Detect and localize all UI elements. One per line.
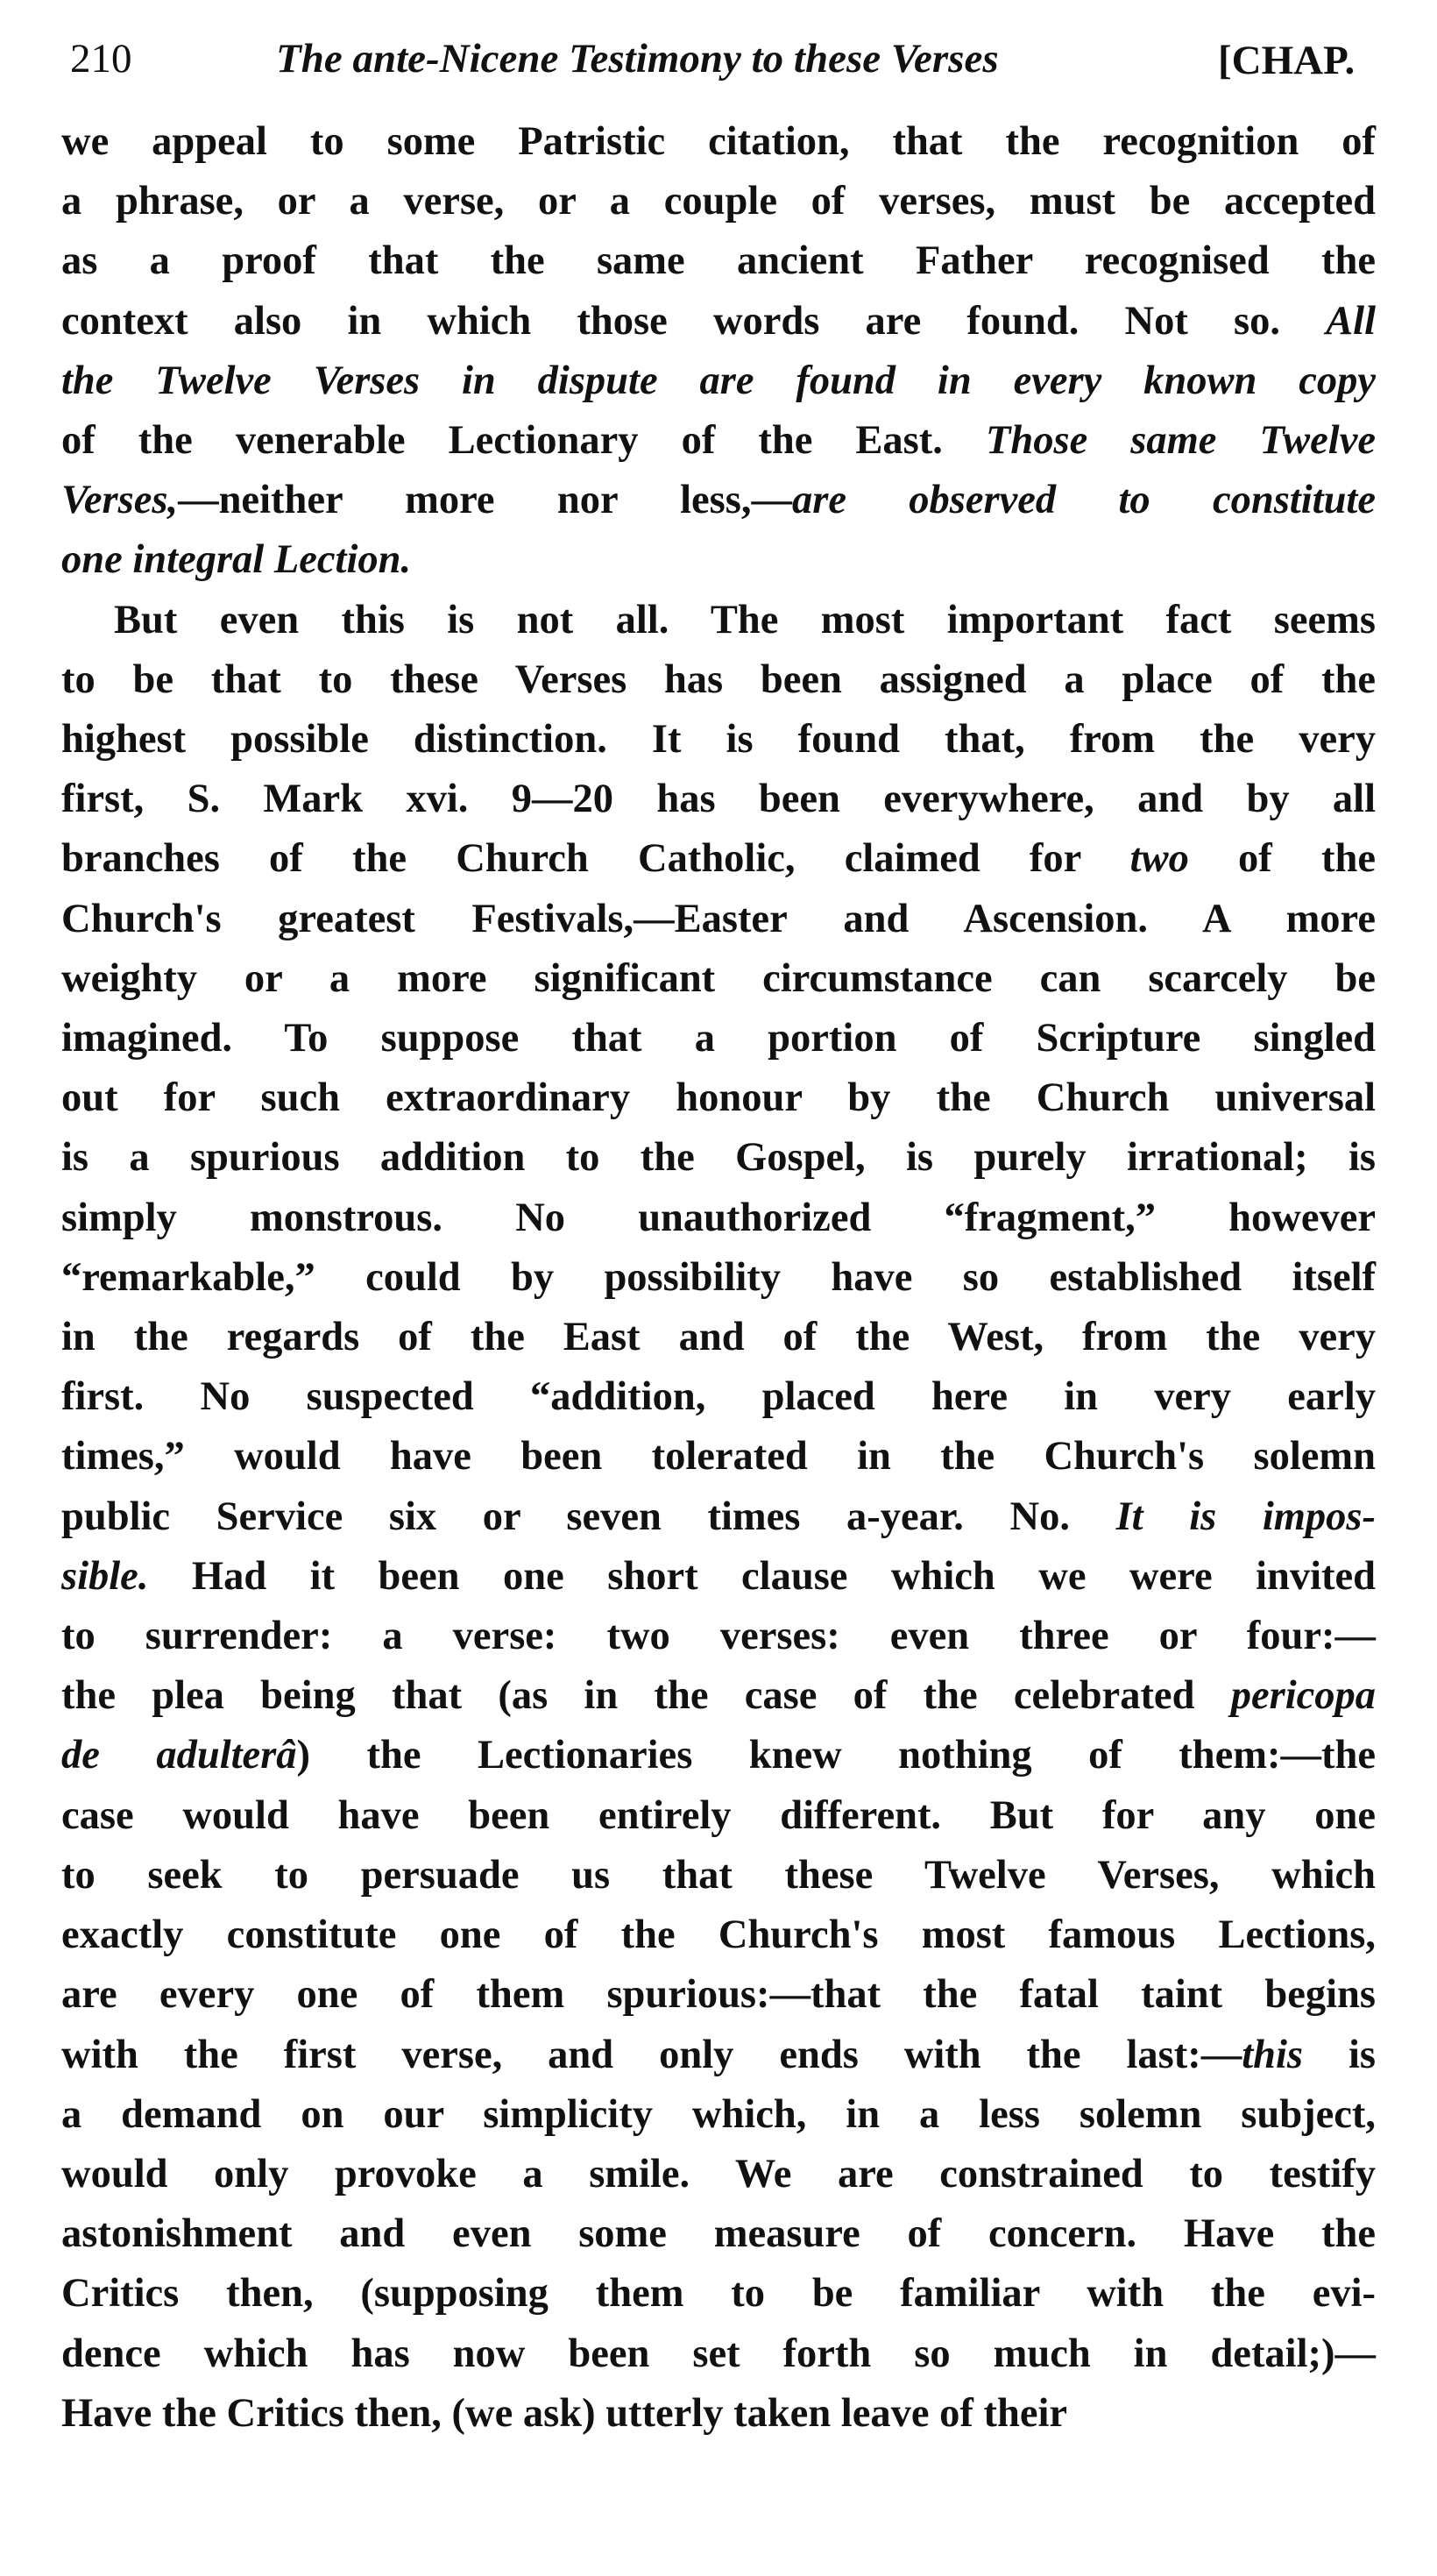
- text-segment: is a spurious addition to the Gospel, is purely irrational; is: [61, 1135, 1376, 1181]
- text-line: [61, 1427, 1376, 1487]
- text-segment: of the: [1188, 836, 1376, 882]
- text-segment: Had it been one short clause which we were invited: [148, 1553, 1376, 1599]
- book-page: [61, 25, 1376, 2444]
- text-line: [61, 591, 1376, 650]
- text-segment: Church's greatest Festivals,—Easter and Ascension. A more: [61, 896, 1376, 941]
- text-line: [61, 949, 1376, 1009]
- text-line: [61, 2145, 1376, 2204]
- text-line: [61, 1846, 1376, 1905]
- running-title: The ante-Nicene Testimony to these Verses: [276, 36, 999, 82]
- text-line: [61, 1905, 1376, 1965]
- text-line: [61, 770, 1376, 829]
- text-line: [61, 2384, 1376, 2444]
- text-line: [61, 1487, 1376, 1547]
- text-segment: astonishment and even some measure of concern. Have the: [61, 2211, 1376, 2257]
- text-segment: of the venerable Lectionary of the East.: [61, 418, 986, 464]
- text-segment: out for such extraordinary honour by the Church universal: [61, 1075, 1376, 1121]
- text-line: [61, 1726, 1376, 1785]
- text-segment: exactly constitute one of the Church's most famous Lections,: [61, 1912, 1376, 1958]
- text-line: [61, 351, 1376, 411]
- text-line: [61, 530, 1376, 590]
- text-line: [61, 1128, 1376, 1188]
- italic-text: this: [1242, 2032, 1304, 2077]
- text-segment: would only provoke a smile. We are constrained to testify: [61, 2151, 1376, 2196]
- italic-text: the Twelve Verses in dispute are found in every known copy: [61, 358, 1376, 403]
- text-segment: imagined. To suppose that a portion of Scripture singled: [61, 1016, 1376, 1061]
- text-segment: to seek to persuade us that these Twelve Verses, which: [61, 1852, 1376, 1898]
- text-line: [61, 1666, 1376, 1726]
- text-segment: case would have been entirely different. But for any one: [61, 1792, 1376, 1838]
- text-segment: highest possible distinction. It is found that, from the very: [61, 717, 1376, 763]
- text-segment: first, S. Mark xvi. 9—20 has been everywhere, and by all: [61, 777, 1376, 822]
- text-segment: “remarkable,” could by possibility have so established itself: [61, 1254, 1376, 1300]
- italic-text: It is impos-: [1115, 1494, 1376, 1539]
- page-header: [61, 25, 1376, 95]
- text-line: [61, 1189, 1376, 1248]
- paragraph: [61, 112, 1376, 591]
- text-segment: simply monstrous. No unauthorized “fragment,” however: [61, 1195, 1376, 1240]
- text-line: [61, 1068, 1376, 1128]
- text-line: [61, 1308, 1376, 1367]
- page-number: 210: [70, 36, 132, 82]
- text-line: [61, 2324, 1376, 2384]
- text-segment: we appeal to some Patristic citation, that the recognition of: [61, 119, 1376, 164]
- italic-text: Those same Twelve: [985, 418, 1376, 464]
- text-segment: dence which has now been set forth so much in detail;)—: [61, 2331, 1376, 2376]
- text-line: [61, 2085, 1376, 2145]
- text-line: [61, 1367, 1376, 1427]
- text-segment: a phrase, or a verse, or a couple of verses, must be accepted: [61, 179, 1376, 224]
- text-segment: the plea being that (as in the case of the celebrated: [61, 1673, 1231, 1719]
- italic-text: sible.: [61, 1553, 149, 1599]
- text-line: [61, 1607, 1376, 1666]
- text-line: [61, 1248, 1376, 1308]
- text-segment: as a proof that the same ancient Father recognised the: [61, 238, 1376, 284]
- text-segment: public Service six or seven times a-year. No.: [61, 1494, 1116, 1539]
- text-line: [61, 1786, 1376, 1846]
- text-line: [61, 2264, 1376, 2324]
- text-line: [61, 1965, 1376, 2025]
- body-text: [61, 112, 1376, 2444]
- italic-text: one integral Lection.: [61, 537, 412, 583]
- text-segment: Critics then, (supposing them to be familiar with the evi-: [61, 2271, 1376, 2317]
- text-line: [61, 1547, 1376, 1607]
- italic-text: two: [1129, 836, 1189, 882]
- italic-text: Verses,: [61, 478, 179, 523]
- text-segment: —neither more nor less,—: [178, 478, 792, 523]
- italic-text: de adulterâ: [61, 1733, 297, 1778]
- text-line: [61, 292, 1376, 351]
- text-segment: first. No suspected “addition, placed here in very early: [61, 1374, 1376, 1420]
- italic-text: All: [1326, 298, 1376, 344]
- text-segment: to surrender: a verse: two verses: even three or four:—: [61, 1614, 1376, 1659]
- chapter-mark: [CHAP.: [1218, 38, 1356, 83]
- text-line: [61, 231, 1376, 291]
- text-line: [61, 1009, 1376, 1068]
- text-line: [61, 172, 1376, 231]
- text-line: [61, 2026, 1376, 2085]
- text-segment: times,” would have been tolerated in the Church's solemn: [61, 1434, 1376, 1480]
- text-segment: to be that to these Verses has been assigned a place of the: [61, 656, 1376, 702]
- text-line: [61, 890, 1376, 949]
- text-line: [61, 2204, 1376, 2264]
- text-segment: are every one of them spurious:—that the fatal taint begins: [61, 1972, 1376, 2018]
- text-segment: weighty or a more significant circumstance can scarcely be: [61, 955, 1376, 1001]
- text-segment: ) the Lectionaries knew nothing of them:—the: [296, 1733, 1376, 1778]
- text-segment: a demand on our simplicity which, in a less solemn subject,: [61, 2091, 1376, 2137]
- text-segment: context also in which those words are found. Not so.: [61, 298, 1327, 344]
- text-segment: branches of the Church Catholic, claimed for: [61, 836, 1130, 882]
- italic-text: are observed to constitute: [791, 478, 1376, 523]
- text-line: [61, 710, 1376, 770]
- paragraph: [61, 591, 1376, 2444]
- text-segment: But even this is not all. The most important fact seems: [114, 597, 1376, 642]
- text-line: [61, 411, 1376, 471]
- text-segment: with the first verse, and only ends with the last:—: [61, 2032, 1242, 2077]
- text-line: [61, 650, 1376, 710]
- text-segment: Have the Critics then, (we ask) utterly taken leave of their: [61, 2390, 1068, 2436]
- text-segment: is: [1303, 2032, 1377, 2077]
- text-line: [61, 112, 1376, 172]
- text-line: [61, 471, 1376, 530]
- text-segment: in the regards of the East and of the West, from the very: [61, 1315, 1376, 1360]
- text-line: [61, 829, 1376, 889]
- italic-text: pericopa: [1230, 1673, 1376, 1719]
